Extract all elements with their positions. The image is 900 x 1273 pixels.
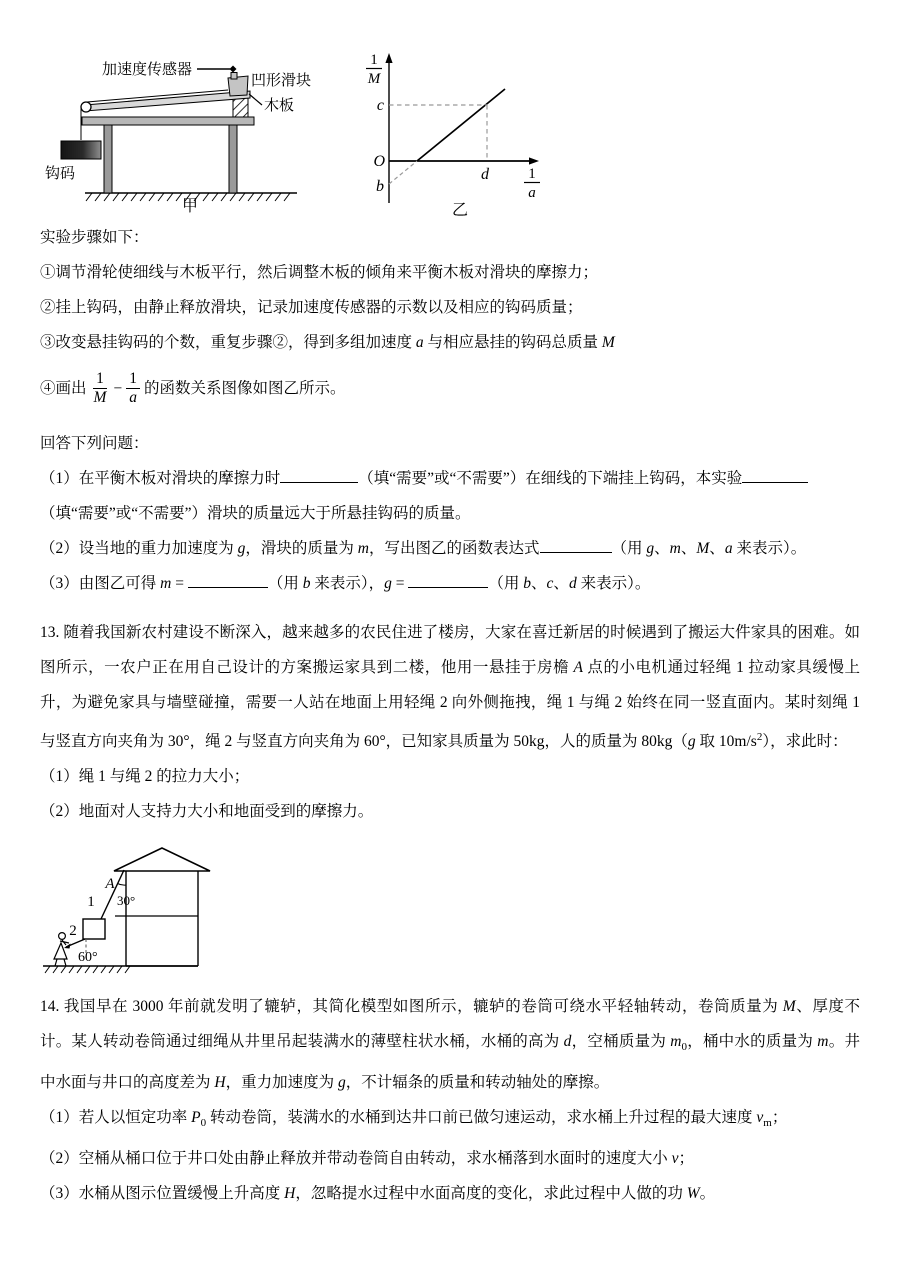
house-figure-wrap <box>40 837 860 987</box>
experiment-step-2: ②挂上钩码，由静止释放滑块，记录加速度传感器的示数以及相应的钩码质量； <box>40 299 583 316</box>
y-axis-label-numerator: 1 <box>370 52 378 68</box>
figure-caption-yi: 乙 <box>451 202 469 219</box>
question-12-sub1-line2: （填“需要”或“不需要”）滑块的质量远大于所悬挂钩码的质量。 <box>40 505 471 522</box>
rope-1-label: 1 <box>87 894 95 911</box>
slider-label: 凹形滑块 <box>251 73 312 89</box>
furniture-box <box>83 919 105 939</box>
weight-label: 钩码 <box>45 166 76 182</box>
question-14-item2: （2）空桶从桶口位于井口处由静止释放并带动卷筒自由转动，求水桶落到水面时的速度大小 v； <box>40 1150 695 1168</box>
plot-line-dashed-extension <box>389 161 417 184</box>
support-block <box>233 98 248 117</box>
person <box>54 933 69 966</box>
figure-apparatus <box>40 48 340 220</box>
question-14-paragraph: 14. 我国早在 3000 年前就发明了辘轳，其简化模型如图所示，辘轳的卷筒可绕水平轻轴转动，卷筒质量为 M、厚度不计。某人转动卷筒通过细绳从井里吊起装满水的薄壁柱状水桶，水桶的高为 d，空桶质量为 $m_0$，桶中水的质量为 m。井中水面与井口的高度差为 H，重力加速度为 g，不计辐条的质量和转动轴处的摩擦。 <box>40 998 860 1092</box>
answer-intro: 回答下列问题： <box>40 435 149 452</box>
question-13-item2: （2）地面对人支持力大小和地面受到的摩擦力。 <box>40 803 374 821</box>
hook-weight <box>61 141 101 159</box>
point-a-label: A <box>105 876 115 893</box>
question-13-item1: （1）绳 1 与绳 2 的拉力大小； <box>40 768 250 786</box>
figure-graph <box>360 48 560 220</box>
experiment-step-3: ③改变悬挂钩码的个数，重复步骤②，得到多组加速度 a 与相应悬挂的钩码总质量 M <box>40 334 615 351</box>
question-12-sub2: （2）设当地的重力加速度为 g，滑块的质量为 m，写出图乙的函数表达式 （用 g、m、M、a 来表示）。 <box>40 540 807 557</box>
plot-line <box>417 89 505 161</box>
roof <box>114 848 210 871</box>
question-14-item3: （3）水桶从图示位置缓慢上升高度 H，忽略提水过程中水面高度的变化，求此过程中人做的功 W。 <box>40 1185 716 1203</box>
origin-label: O <box>373 153 385 170</box>
experiment-step-1: ①调节滑轮使细线与木板平行，然后调整木板的倾角来平衡木板对滑块的摩擦力； <box>40 264 599 281</box>
x-axis-label-denominator: a <box>528 185 536 201</box>
figure-caption-jia: 甲 <box>181 198 199 215</box>
x-axis-label-numerator: 1 <box>528 166 536 182</box>
inclined-board <box>85 91 250 111</box>
angle-60-label: 60° <box>78 950 98 966</box>
b-label: b <box>376 178 384 195</box>
experiment-step-4: ④画出 $\frac{1}{M}$ − $\frac{1}{a}$ 的函数关系图像如图乙所示。 <box>40 369 346 406</box>
d-label: d <box>481 166 489 183</box>
question-12-sub3: （3）由图乙可得 m = （用 b 来表示），g = （用 b、c、d 来表示）。 <box>40 575 651 592</box>
question-14-item1: （1）若人以恒定功率 $P_0$ 转动卷筒，装满水的水桶到达井口前已做匀速运动，求水桶上升过程的最大速度 $v_m$； <box>40 1109 788 1130</box>
table-leg <box>104 125 112 193</box>
c-label: c <box>376 97 384 114</box>
table-leg <box>229 125 237 193</box>
ground-hatching <box>45 966 130 973</box>
y-axis-label-denominator: M <box>367 71 381 87</box>
x-axis-arrow-icon <box>529 157 539 164</box>
question-13-paragraph: 13. 随着我国新农村建设不断深入，越来越多的农民住进了楼房，大家在喜迁新居的时候遇到了搬运大件家具的困难。如图所示，一农户正在用自己设计的方案搬运家具到二楼，他用一悬挂于房檐 A 点的小电机通过轻绳 1 拉动家具缓慢上升，为避免家具与墙壁碰撞，需要一人站在地面上用轻绳 2 向外侧拖拽，绳 1 与绳 2 始终在同一竖直面内。某时刻绳 1 与竖直方向夹角为 30°，绳 2 与竖直方向夹角为 60°，已知家具质量为 50kg，人的质量为 80kg（g 取 $10m/s^2$），求此时： <box>40 624 860 751</box>
figure-house <box>40 837 230 982</box>
angle-arc-30 <box>118 884 127 886</box>
sensor-dot-icon <box>230 66 237 73</box>
slider-stem <box>231 73 237 80</box>
pulley <box>81 102 91 112</box>
angle-30-label: 30° <box>117 893 136 909</box>
tabletop <box>82 117 254 125</box>
sensor-label: 加速度传感器 <box>102 62 193 78</box>
top-figures <box>40 48 860 220</box>
experiment-steps-intro: 实验步骤如下： <box>40 229 149 246</box>
y-axis-arrow-icon <box>385 53 392 63</box>
rope-2-label: 2 <box>69 923 77 940</box>
board-leader-line <box>249 94 262 105</box>
question-12-sub1-line1: （1）在平衡木板对滑块的摩擦力时 （填“需要”或“不需要”）在细线的下端挂上钩码，本实验 <box>40 461 860 496</box>
board-label: 木板 <box>264 98 295 114</box>
